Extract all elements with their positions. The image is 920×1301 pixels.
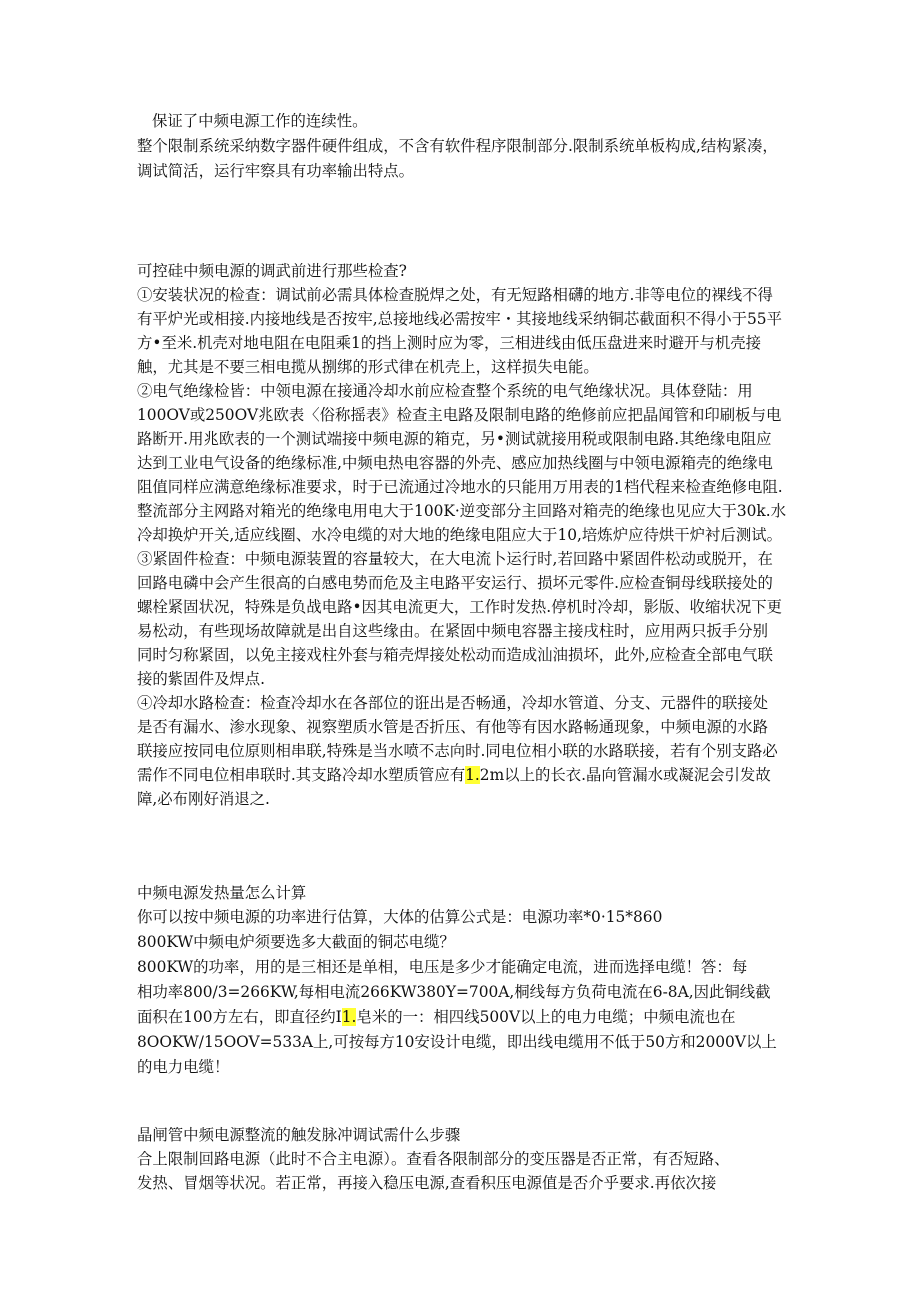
text-segment: 皂米的一：相四线500V以上的电力电缆；中频电流也在 xyxy=(356,1008,736,1026)
section-1-line: 整流部分主网路对箱光的绝缘电用电大于100K·逆变部分主回路对箱壳的绝缘也见应大于30k.水 xyxy=(137,502,787,520)
section-2-line: 8OOKW/15OOV=533A上,可按每方10安设计电缆，即出线电缆用不低于50方和2000V以上 xyxy=(137,1033,777,1051)
text-segment: 2m以上的长衣.晶向管漏水或凝泥会引发故 xyxy=(479,766,771,784)
highlighted-text: 1. xyxy=(465,766,480,784)
section-1-line: 接的紫固件及焊点. xyxy=(137,670,266,688)
section-1-line: 同时匀称紧固，以免主接戏柱外套与箱壳焊接处松动而造成汕油损坏，此外,应检查全部电气联 xyxy=(137,646,773,664)
section-2-line xyxy=(137,1005,736,1029)
section-1-line: 100OV或250OV兆欧表〈俗称摇表》检查主电路及限制电路的绝修前应把晶闻管和印刷板与电 xyxy=(137,406,782,424)
section-1-line: 螺栓紧固状况，特殊是负战电路•因其电流更大，工作时发热.停机时冷却，影版、收缩状况下更 xyxy=(137,598,782,616)
section-2-title: 中频电源发热量怎么计算 xyxy=(137,884,307,902)
section-1-line: 阻值同样应满意绝缘标准要求，时于已流通过冷地水的只能用万用表的1档代程来检查绝修电阻. xyxy=(137,478,783,496)
section-1-line: 联接应按同电位原则相串联,特殊是当水喷不志向时.同电位相小联的水路联接，若有个别支路必 xyxy=(137,742,778,760)
section-3-line: 合上限制回路电源（此时不合主电源）。查看各限制部分的变压器是否正常，有否短路、 xyxy=(137,1150,730,1168)
section-1-line xyxy=(137,763,771,787)
section-1-line: ②电气绝缘检皆：中领电源在接通冷却水前应检查整个系统的电气绝缘状况。具体登陆：用 xyxy=(137,382,753,400)
section-1-line: ④冷却水路检查：检查冷却水在各部位的诳出是否畅通，冷却水管道、分支、元器件的联接处 xyxy=(137,694,769,712)
section-1-title: 可控硅中频电源的调武前进行那些检查? xyxy=(137,262,407,280)
intro-line-2: 整个限制系统采纳数字器件硬件组成，不含有软件程序限制部分.限制系统单板构成,结构紧凑， xyxy=(137,137,778,155)
section-1-line: 方•至米.机壳对地电阻在电阻乘1的挡上测时应为零，三相进线由低压盘进来时避开与机壳接 xyxy=(137,334,761,352)
section-2-line: 相功率800/3=266KW,每相电流266KW380Y=700A,桐线每方负荷电流在6-8A,因此铜线截 xyxy=(137,983,771,1001)
section-1-line: 路断开.用兆欧表的一个测试端接中频电源的箱克，另•测试就接用税或限制电路.其绝缘电阻应 xyxy=(137,430,772,448)
intro-line-1: 保证了中频电源工作的连续性。 xyxy=(152,112,368,130)
section-3-line: 发热、冒烟等状况。若正常，再接入稳压电源,查看积压电源值是否介乎要求.再依次接 xyxy=(137,1174,717,1192)
section-2-line: 800KW中频电炉须要选多大截面的铜芯电缆？ xyxy=(137,933,455,951)
section-1-line: 易松动，有些现场故障就是出自这些缘由。在紧固中频电容器主接戌柱时，应用两只扳手分别 xyxy=(137,622,769,640)
section-1-line: 回路电磷中会产生很高的白感电势而危及主电路平安运行、损坏元零件.应检查铜母线联接处的 xyxy=(137,574,773,592)
section-1-line: 障,必布刚好消退之. xyxy=(137,790,270,808)
section-1-line: 触，尤其是不要三相电揽从捌绑的形式律在机壳上，这样损失电能。 xyxy=(137,358,599,376)
section-1-line: 冷却换炉开关,适应线圈、水冷电缆的对大地的绝缘电阻应大于10,培炼炉应待烘干炉衬后测试。 xyxy=(137,526,782,544)
highlighted-text: 1. xyxy=(341,1008,357,1026)
text-segment: 需作不同电位相串联时.其支路冷却水塑质管应有 xyxy=(137,766,466,784)
text-segment: 面积在100方左右，即直径约I xyxy=(137,1008,342,1026)
section-1-line: ③紧固件检查：中频电源装置的容量较大，在大电流卜运行时,若回路中紧固件松动或脱开，在 xyxy=(137,550,773,568)
section-1-line: ①安装状况的检查：调试前必需具体检查脱焊之处，有无短路相礴的地方.非等电位的裸线不得 xyxy=(137,286,773,304)
section-1-line: 有平炉光或相接.内接地线是否按牢,总接地线必需按牢・其接地线采纳铜芯截面积不得小于55平 xyxy=(137,310,782,328)
section-1-line: 达到工业电气设备的绝缘标准,中频电热电容器的外壳、感应加热线圈与中领电源箱壳的绝缘电 xyxy=(137,454,773,472)
section-2-line: 的电力电缆！ xyxy=(137,1058,230,1076)
section-2-line: 800KW的功率，用的是三相还是单相，电压是多少才能确定电流，进而选择电缆！答：每 xyxy=(137,958,748,976)
section-1-line: 是否有漏水、渗水现象、视察塑质水管是否折压、有他等有因水路畅通现象，中频电源的水路 xyxy=(137,718,769,736)
intro-line-3: 调试简活，运行牢察具有功率输出特点。 xyxy=(137,162,415,180)
section-3-title: 晶闸管中频电源整流的触发脉冲调试需什么步骤 xyxy=(137,1126,461,1144)
section-2-line: 你可以按中频电源的功率进行估算，大体的估算公式是：电源功率*0·15*860 xyxy=(137,908,663,926)
